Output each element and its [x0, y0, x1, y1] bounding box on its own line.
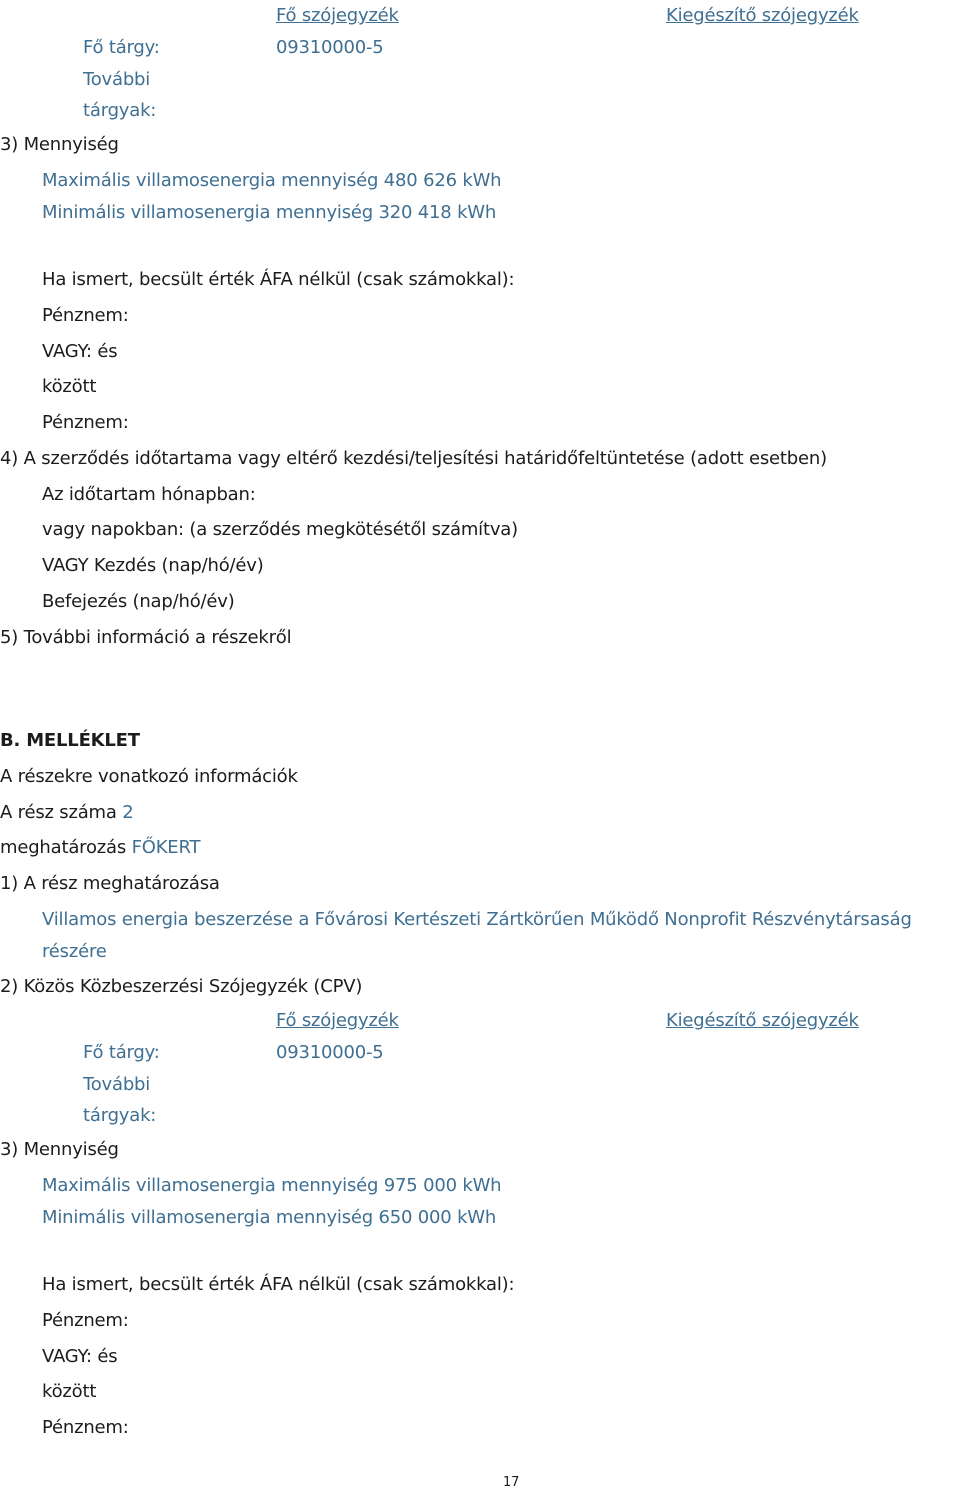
end-date-label: Befejezés (nap/hó/év): [42, 591, 235, 612]
page-number: 17: [503, 1475, 520, 1490]
annex-subtitle: A részekre vonatkozó információk: [0, 766, 298, 787]
estimated-value-label-2: Ha ismert, becsült érték ÁFA nélkül (csak számokkal):: [42, 1274, 515, 1295]
cpv-heading: 2) Közös Közbeszerzési Szójegyzék (CPV): [0, 976, 363, 997]
estimated-value-label: Ha ismert, becsült érték ÁFA nélkül (csak számokkal):: [42, 269, 515, 290]
range-between-label: között: [42, 376, 97, 397]
range-or-label: VAGY: és: [42, 341, 118, 362]
currency-label-4: Pénznem:: [42, 1417, 129, 1438]
definition-row: [0, 836, 200, 860]
tovabbi-targyak-label-cont: tárgyak:: [83, 100, 157, 121]
part-number-value: 2: [122, 802, 134, 823]
max-quantity-2: Maximális villamosenergia mennyiség 975 000 kWh: [42, 1175, 502, 1196]
range-or-label-2: VAGY: és: [42, 1346, 118, 1367]
fo-targy-value: 09310000-5: [276, 37, 384, 58]
duration-days-label: vagy napokban: (a szerződés megkötésétől számítva): [42, 519, 518, 540]
definition-value: FŐKERT: [131, 837, 201, 858]
fo-szojegyzek-header: Fő szójegyzék: [276, 5, 399, 26]
part-description: Villamos energia beszerzése a Fővárosi Kertészeti Zártkörűen Működő Nonprofit Részvénytársaság: [42, 909, 912, 930]
fo-targy-value-2: 09310000-5: [276, 1042, 384, 1063]
part-number-row: [0, 801, 133, 825]
currency-label: Pénznem:: [42, 305, 129, 326]
definition-label: meghatározás: [0, 837, 127, 858]
min-quantity: Minimális villamosenergia mennyiség 320 418 kWh: [42, 202, 497, 223]
mennyiseg-heading: 3) Mennyiség: [0, 134, 119, 155]
fo-targy-label: Fő tárgy:: [83, 37, 160, 58]
duration-heading: 4) A szerződés időtartama vagy eltérő kezdési/teljesítési határidőfeltüntetése (adott esetben): [0, 448, 827, 469]
part-number-label: A rész száma: [0, 802, 117, 823]
min-quantity-2: Minimális villamosenergia mennyiség 650 000 kWh: [42, 1207, 497, 1228]
currency-label-3: Pénznem:: [42, 1310, 129, 1331]
duration-months-label: Az időtartam hónapban:: [42, 484, 256, 505]
part-description-cont: részére: [42, 941, 107, 962]
fo-szojegyzek-header-2: Fő szójegyzék: [276, 1010, 399, 1031]
start-date-label: VAGY Kezdés (nap/hó/év): [42, 555, 264, 576]
tovabbi-targyak-label-2-cont: tárgyak:: [83, 1105, 157, 1126]
tovabbi-targyak-label-2: További: [83, 1074, 151, 1095]
part-definition-heading: 1) A rész meghatározása: [0, 873, 220, 894]
kiegeszito-szojegyzek-header-2: Kiegészítő szójegyzék: [666, 1010, 859, 1031]
kiegeszito-szojegyzek-header: Kiegészítő szójegyzék: [666, 5, 859, 26]
fo-targy-label-2: Fő tárgy:: [83, 1042, 160, 1063]
further-info-heading: 5) További információ a részekről: [0, 627, 292, 648]
max-quantity: Maximális villamosenergia mennyiség 480 626 kWh: [42, 170, 502, 191]
tovabbi-targyak-label: További: [83, 69, 151, 90]
range-between-label-2: között: [42, 1381, 97, 1402]
annex-title: B. MELLÉKLET: [0, 730, 140, 751]
mennyiseg-heading-2: 3) Mennyiség: [0, 1139, 119, 1160]
currency-label-2: Pénznem:: [42, 412, 129, 433]
